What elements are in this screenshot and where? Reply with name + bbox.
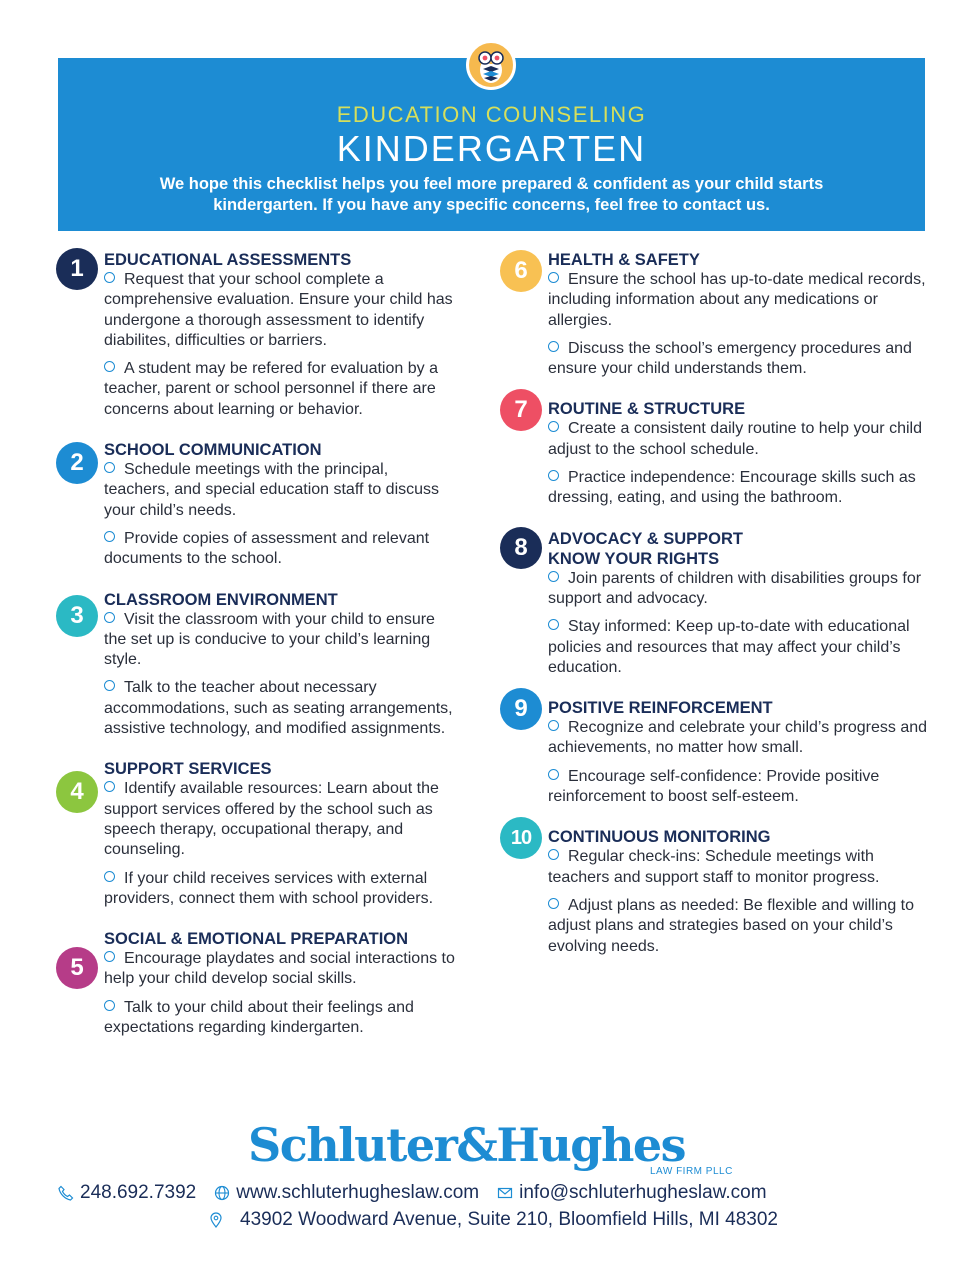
step-number-badge: 7 bbox=[500, 389, 542, 431]
section-positive-reinforcement bbox=[500, 695, 930, 807]
step-number-badge: 1 bbox=[56, 248, 98, 290]
checklist-item: Practice independence: Encourage skills such as dressing, eating, and using the bathroom. bbox=[548, 469, 916, 507]
envelope-icon bbox=[497, 1185, 513, 1201]
section-educational-assessments bbox=[56, 250, 456, 420]
section-routine-structure bbox=[500, 396, 930, 508]
checkbox-circle-icon bbox=[548, 571, 559, 582]
section-school-communication bbox=[56, 440, 456, 569]
checklist-item: Visit the classroom with your child to ensure the set up is conducive to your child’s learning style. bbox=[104, 610, 435, 669]
checkbox-circle-icon bbox=[548, 470, 559, 481]
contact-info bbox=[58, 1182, 928, 1231]
checkbox-circle-icon bbox=[548, 619, 559, 630]
step-number-badge: 9 bbox=[500, 688, 542, 730]
phone-icon bbox=[58, 1185, 74, 1201]
checklist-item: Encourage playdates and social interactions to help your child develop social skills. bbox=[104, 950, 455, 988]
section-title: ROUTINE & STRUCTURE bbox=[548, 400, 746, 419]
checkbox-circle-icon bbox=[104, 462, 115, 473]
section-title: SUPPORT SERVICES bbox=[104, 760, 272, 779]
section-title: SOCIAL & EMOTIONAL PREPARATION bbox=[104, 930, 409, 949]
section-title: ADVOCACY & SUPPORT bbox=[548, 529, 743, 548]
website-link[interactable] bbox=[214, 1182, 479, 1204]
email-link[interactable] bbox=[497, 1182, 766, 1204]
section-title: POSITIVE REINFORCEMENT bbox=[548, 699, 773, 718]
section-health-safety bbox=[500, 250, 930, 379]
section-title: CLASSROOM ENVIRONMENT bbox=[104, 590, 338, 609]
checkbox-circle-icon bbox=[548, 898, 559, 909]
step-number-badge: 4 bbox=[56, 771, 98, 813]
phone-number: 248.692.7392 bbox=[80, 1182, 197, 1203]
checklist-item: Discuss the school’s emergency procedures and ensure your child understands them. bbox=[548, 339, 912, 378]
address-contact bbox=[208, 1209, 778, 1231]
checklist-item: Encourage self-confidence: Provide positive reinforcement to boost self-esteem. bbox=[548, 767, 880, 806]
checkbox-circle-icon bbox=[548, 720, 559, 731]
checklist-item: Schedule meetings with the principal, teachers, and special education staff to discuss your child’s needs. bbox=[104, 461, 440, 519]
checklist-item: Ensure the school has up-to-date medical records, including information about any medications or allergies. bbox=[548, 271, 926, 329]
checkbox-circle-icon bbox=[548, 769, 559, 780]
checkbox-circle-icon bbox=[548, 421, 559, 432]
owl-logo-icon bbox=[466, 40, 516, 90]
checkbox-circle-icon bbox=[104, 680, 115, 691]
checklist-item: If your child receives services with external providers, connect them with school providers. bbox=[104, 869, 434, 907]
email-address: info@schluterhugheslaw.com bbox=[519, 1182, 767, 1203]
step-number-badge: 6 bbox=[500, 250, 542, 292]
section-subtitle: KNOW YOUR RIGHTS bbox=[548, 549, 720, 568]
globe-icon bbox=[214, 1185, 230, 1201]
section-classroom-environment bbox=[56, 590, 456, 740]
section-support-services bbox=[56, 759, 456, 909]
checkbox-circle-icon bbox=[104, 361, 115, 372]
checklist-item: Provide copies of assessment and relevant documents to the school. bbox=[104, 529, 430, 568]
checklist-item: Talk to the teacher about necessary accommodations, such as seating arrangements, assistive technology, and modified assignments. bbox=[104, 679, 453, 738]
left-column bbox=[56, 250, 456, 1038]
checklist-item: Recognize and celebrate your child’s progress and achievements, no matter how small. bbox=[548, 719, 928, 757]
checkbox-circle-icon bbox=[104, 781, 115, 792]
website-url: www.schluterhugheslaw.com bbox=[236, 1182, 480, 1203]
firm-name: Schluter&Hughes bbox=[248, 1118, 686, 1172]
checklist-item: Create a consistent daily routine to help your child adjust to the school schedule. bbox=[548, 420, 922, 458]
section-title: CONTINUOUS MONITORING bbox=[548, 828, 771, 847]
section-social-emotional bbox=[56, 929, 456, 1038]
step-number-badge: 2 bbox=[56, 442, 98, 484]
checklist-item: Adjust plans as needed: Be flexible and willing to adjust plans and strategies based on your child’s evolving needs. bbox=[548, 896, 914, 955]
step-number-badge: 10 bbox=[500, 817, 542, 859]
map-pin-icon bbox=[208, 1212, 224, 1228]
step-number-badge: 3 bbox=[56, 595, 98, 637]
firm-logo bbox=[248, 1118, 748, 1178]
checkbox-circle-icon bbox=[104, 871, 115, 882]
section-title: HEALTH & SAFETY bbox=[548, 251, 700, 269]
section-continuous-monitoring bbox=[500, 827, 930, 956]
checklist-item: Stay informed: Keep up-to-date with educational policies and resources that may affect your child’s education. bbox=[548, 618, 910, 676]
section-title: SCHOOL COMMUNICATION bbox=[104, 441, 322, 460]
checkbox-circle-icon bbox=[548, 341, 559, 352]
checklist-item: Identify available resources: Learn about the support services offered by the school such as speech therapy, occupational therapy, and counseling. bbox=[104, 780, 439, 859]
phone-contact[interactable] bbox=[58, 1182, 196, 1204]
banner-kicker: EDUCATION COUNSELING bbox=[336, 102, 647, 127]
checkbox-circle-icon bbox=[104, 1000, 115, 1011]
section-title: EDUCATIONAL ASSESSMENTS bbox=[104, 251, 352, 269]
checkbox-circle-icon bbox=[548, 849, 559, 860]
checkbox-circle-icon bbox=[548, 272, 559, 283]
intro-text: We hope this checklist helps you feel more prepared & confident as your child starts kindergarten. If you have any specific concerns, feel free to contact us. bbox=[159, 175, 824, 214]
checklist-item: Request that your school complete a comprehensive evaluation. Ensure your child has undergone a thorough assessment to identify diabilites, difficulties or barriers. bbox=[104, 271, 453, 349]
page-title: KINDERGARTEN bbox=[336, 128, 647, 169]
checklist-item: A student may be refered for evaluation by a teacher, parent or school personnel if there are concerns about learning or behavior. bbox=[104, 360, 438, 418]
checkbox-circle-icon bbox=[104, 272, 115, 283]
right-column bbox=[500, 250, 930, 957]
checklist-item: Regular check-ins: Schedule meetings with teachers and support staff to monitor progress. bbox=[548, 848, 880, 886]
firm-subtitle: LAW FIRM PLLC bbox=[650, 1166, 733, 1177]
street-address: 43902 Woodward Avenue, Suite 210, Bloomfield Hills, MI 48302 bbox=[240, 1209, 778, 1230]
section-advocacy-support bbox=[500, 529, 930, 678]
checkbox-circle-icon bbox=[104, 951, 115, 962]
step-number-badge: 5 bbox=[56, 947, 98, 989]
checklist-item: Join parents of children with disabilities groups for support and advocacy. bbox=[548, 569, 922, 607]
checklist-item: Talk to your child about their feelings and expectations regarding kindergarten. bbox=[104, 998, 414, 1037]
checkbox-circle-icon bbox=[104, 531, 115, 542]
step-number-badge: 8 bbox=[500, 527, 542, 569]
checkbox-circle-icon bbox=[104, 612, 115, 623]
